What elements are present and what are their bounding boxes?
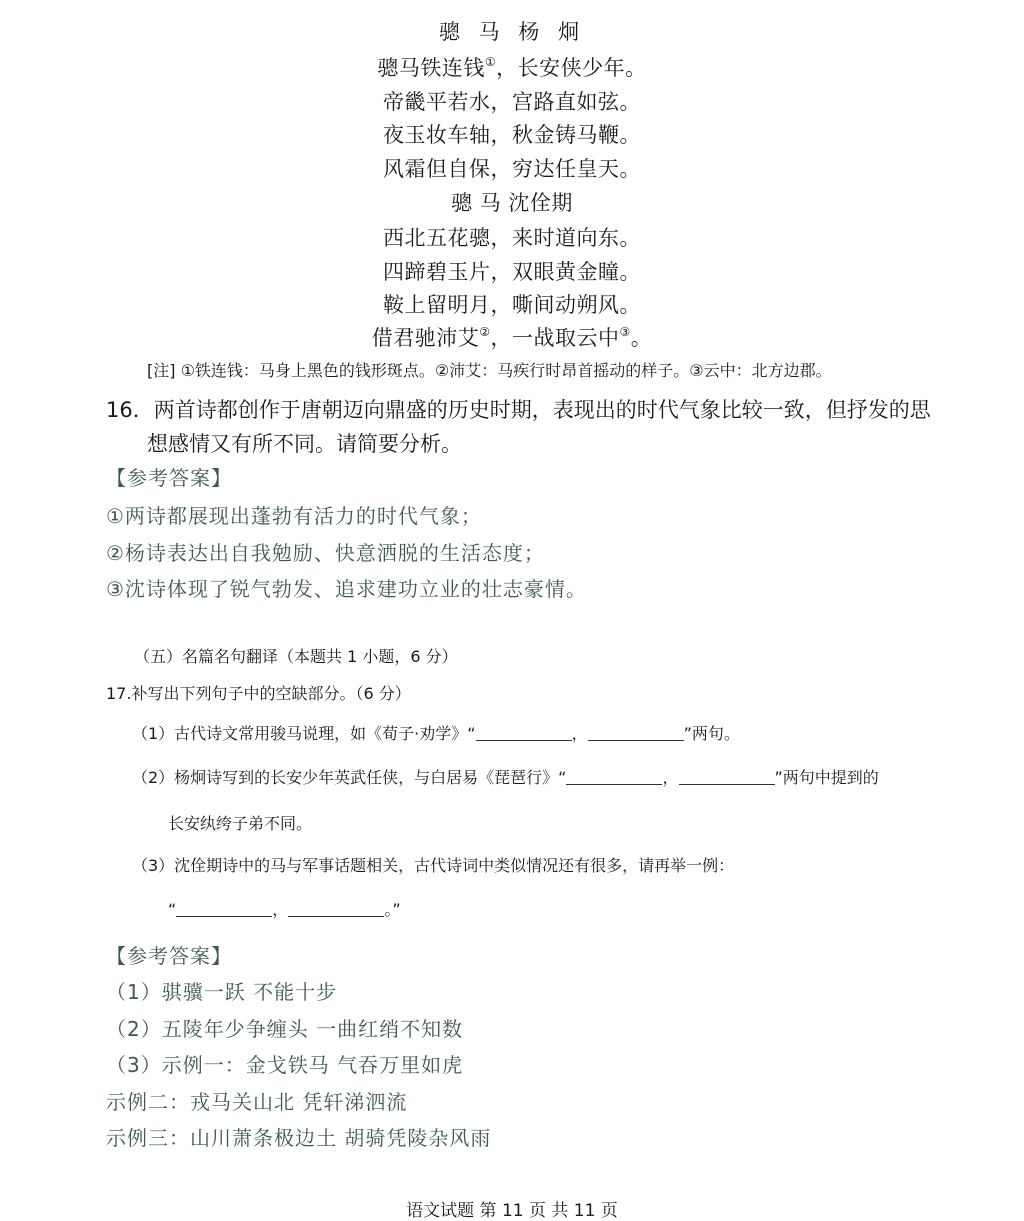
answer-17-item-2: （2）五陵年少争缠头 一曲红绡不知数 (106, 1017, 464, 1041)
q17-p3-text-b: ， (272, 900, 289, 919)
answer-16-item-1: ①两诗都展现出蓬勃有活力的时代气象； (106, 504, 482, 528)
footnote-mark-3: ③ (619, 325, 631, 339)
poem1-line-1-a: 骢马铁连钱 (377, 56, 485, 80)
poem1-line-1-b: ，长安侠少年。 (496, 56, 647, 80)
poem2-line-3: 鞍上留明月，嘶间动朔风。 (383, 293, 641, 317)
footnote-mark-2: ② (479, 325, 491, 339)
poem2-line-1: 西北五花骢，来时道向东。 (383, 226, 641, 250)
section-5-heading: （五）名篇名句翻译（本题共 1 小题，6 分） (134, 647, 458, 666)
answer-17-item-1: （1）骐骥一跃 不能十步 (106, 980, 338, 1004)
blank-field[interactable] (588, 724, 684, 741)
poem1-line-2: 帝畿平若水，宫路直如弦。 (383, 90, 641, 114)
answer-16-item-2: ②杨诗表达出自我勉励、快意洒脱的生活态度； (106, 541, 545, 565)
answer-17-item-5: 示例三：山川萧条极边土 胡骑凭陵杂风雨 (106, 1126, 492, 1150)
answer-17-item-4: 示例二：戎马关山北 凭轩涕泗流 (106, 1090, 408, 1114)
q17-p2-text-b: ， (662, 768, 679, 787)
poem2-line-4-a: 借君驰沛艾 (371, 326, 480, 350)
blank-field[interactable] (288, 900, 384, 917)
poem1-line-3: 夜玉妆车轴，秋金铸马鞭。 (383, 123, 641, 147)
question-17-part-3: （3）沈佺期诗中的马与军事话题相关，古代诗词中类似情况还有很多，请再举一例： (132, 856, 735, 875)
question-17-stem: 17.补写出下列句子中的空缺部分。（6 分） (106, 684, 411, 703)
q17-p3-text-c: 。” (384, 900, 401, 919)
blank-field[interactable] (176, 900, 272, 917)
question-17-part-3-blanks (168, 897, 401, 920)
poem2-line-4-b: ，一战取云中 (490, 326, 620, 350)
blank-field[interactable] (679, 768, 775, 785)
poem2-title: 骢 马 沈佺期 (451, 191, 573, 215)
footnote-mark-1: ① (484, 55, 497, 69)
poem2-line-2: 四蹄碧玉片，双眼黄金瞳。 (383, 260, 641, 284)
q17-p2-text-a: （2）杨炯诗写到的长安少年英武任侠，与白居易《琵琶行》“ (132, 768, 567, 787)
question-16-line-1: 16．两首诗都创作于唐朝迈向鼎盛的历史时期，表现出的时代气象比较一致，但抒发的思 (106, 398, 931, 422)
poem1-line-4: 风霜但自保，穷达任皇天。 (383, 157, 641, 181)
poem1-title: 骢 马 杨 炯 (438, 20, 586, 44)
answer-17-item-3: （3）示例一：金戈铁马 气吞万里如虎 (106, 1053, 464, 1077)
question-17-part-2-cont: 长安纨绔子弟不同。 (168, 814, 313, 833)
poem2-line-4-c: 。 (630, 326, 653, 350)
question-17-part-1 (132, 721, 740, 744)
question-16-line-2: 想感情又有所不同。请简要分析。 (147, 432, 462, 456)
answer-17-label: 【参考答案】 (106, 944, 232, 968)
q17-p1-text-a: （1）古代诗文常用骏马说理，如《荀子·劝学》“ (132, 724, 476, 743)
question-17-part-2 (132, 765, 879, 788)
q17-p2-text-c: ”两句中提到的 (774, 768, 879, 787)
answer-16-item-3: ③沈诗体现了锐气勃发、追求建功立业的壮志豪情。 (106, 577, 587, 601)
poem1-line-1 (0, 52, 1024, 82)
blank-field[interactable] (566, 768, 662, 785)
q17-p1-text-c: ”两句。 (683, 724, 740, 743)
poem-notes: [注] ①铁连钱：马身上黑色的钱形斑点。②沛艾：马疾行时昂首摇动的样子。③云中：北方边郡。 (147, 361, 832, 380)
poem2-line-4 (0, 322, 1024, 352)
page-footer: 语文试题 第 11 页 共 11 页 (406, 1201, 618, 1221)
answer-16-label: 【参考答案】 (106, 466, 232, 490)
q17-p3-text-a: “ (168, 900, 177, 919)
blank-field[interactable] (476, 724, 572, 741)
q17-p1-text-b: ， (571, 724, 588, 743)
